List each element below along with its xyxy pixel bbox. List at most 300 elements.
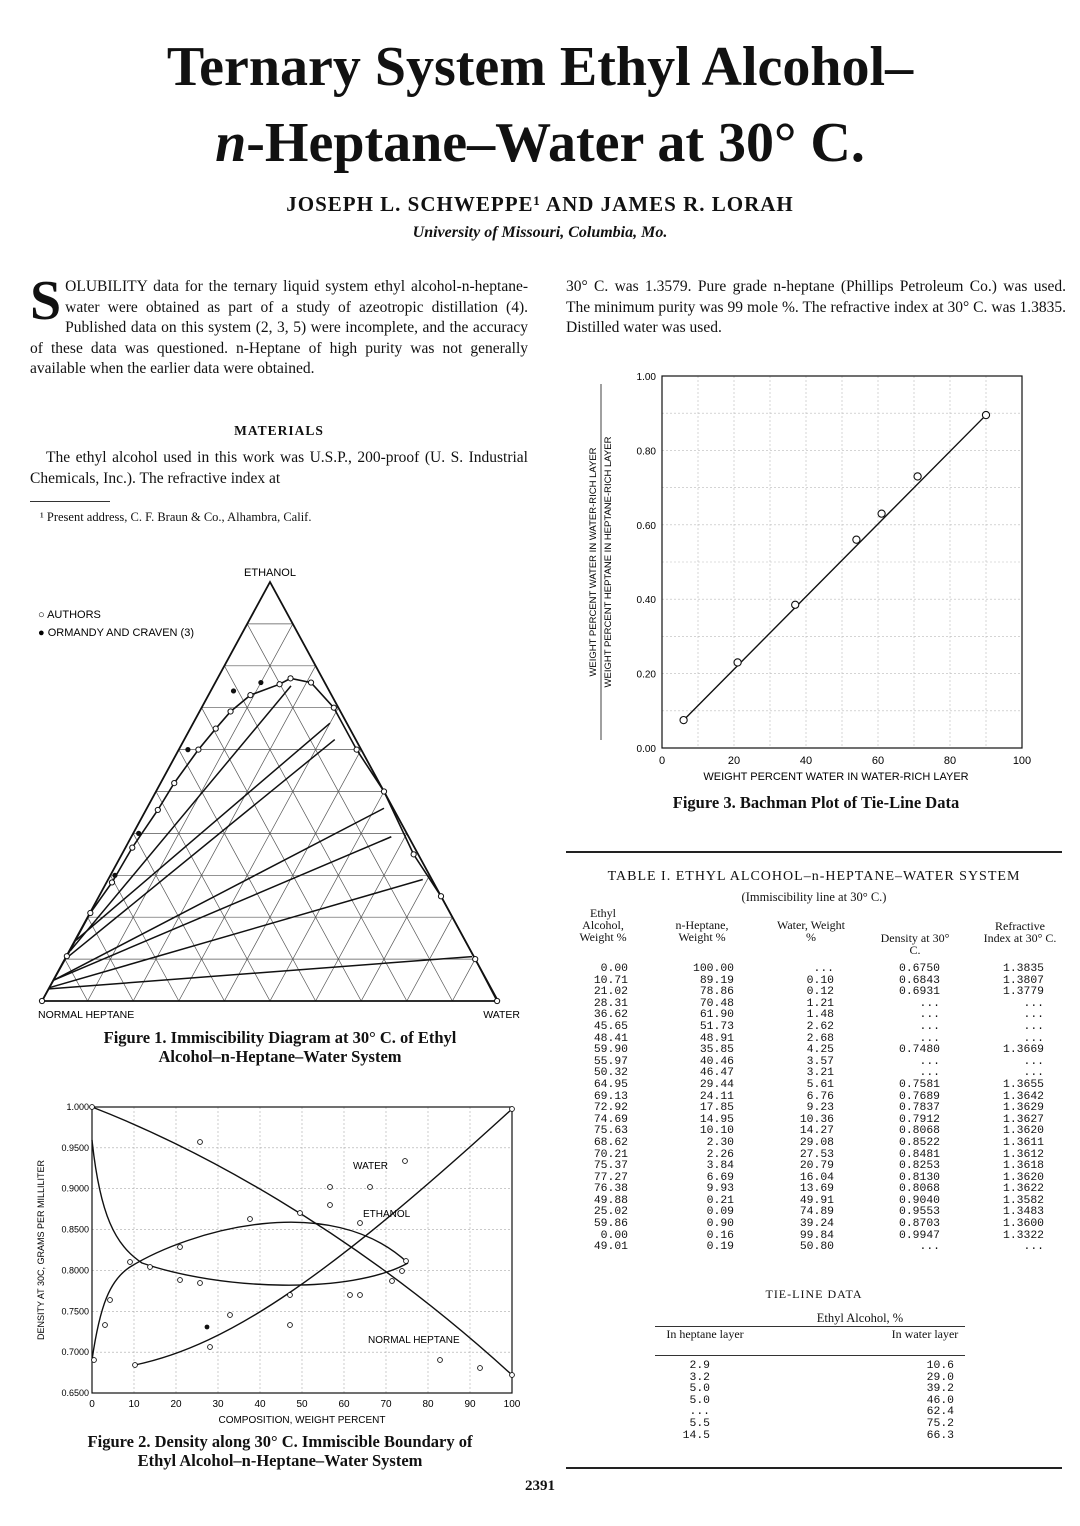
- authors-point: [196, 747, 201, 752]
- figure1-ternary-diagram: [30, 560, 530, 1025]
- table-cell: 49.91: [799, 1194, 834, 1207]
- table-cell: 1.3779: [1002, 986, 1044, 999]
- figure2-caption-line1: Figure 2. Density along 30° C. Immiscible Boundary of: [87, 1432, 473, 1451]
- ternary-grid: [65, 624, 475, 1001]
- authors-point: [411, 852, 416, 857]
- article-title-line1: Ternary System Ethyl Alcohol–: [166, 36, 914, 98]
- x-tick-label: 80: [943, 755, 957, 767]
- tie-cell: 3.2: [689, 1371, 710, 1384]
- table-cell: 0.7912: [898, 1113, 940, 1126]
- table-cell: 13.69: [799, 1183, 834, 1196]
- table-cell: ...: [919, 1055, 940, 1068]
- table-cell: 70.48: [699, 997, 734, 1010]
- table-cell: 0.6931: [898, 986, 940, 999]
- table-cell: 0.90: [706, 1218, 734, 1231]
- affiliation: University of Missouri, Columbia, Mo.: [412, 224, 668, 241]
- table-cell: 1.3627: [1002, 1113, 1044, 1126]
- table-cell: 0.8130: [898, 1171, 940, 1184]
- table-cell: 46.47: [699, 1067, 734, 1080]
- grid-line-heptane: [202, 708, 362, 1001]
- table-cell: 36.62: [593, 1009, 628, 1022]
- authors-point: [213, 726, 218, 731]
- bachman-point: [734, 659, 741, 666]
- y-tick-label: 0.7000: [61, 1347, 89, 1358]
- apex-ethanol-label: ETHANOL: [244, 567, 296, 579]
- table-cell: 6.69: [706, 1171, 734, 1184]
- table-cell: 9.23: [806, 1102, 834, 1115]
- density-point: [510, 1107, 515, 1112]
- table-cell: 0.10: [806, 974, 834, 987]
- intro-paragraph: [30, 270, 528, 380]
- table-cell: 0.12: [806, 986, 834, 999]
- density-point: [358, 1221, 363, 1226]
- x-tick-label: 40: [254, 1399, 266, 1410]
- density-point: [248, 1217, 253, 1222]
- tie-line: [65, 740, 334, 960]
- table-cell: 0.09: [706, 1206, 734, 1219]
- density-point: [390, 1279, 395, 1284]
- table-cell: ...: [1023, 997, 1044, 1010]
- table-cell: 0.9947: [898, 1229, 940, 1242]
- table-cell: 0.19: [706, 1241, 734, 1254]
- tie-cell: 5.5: [689, 1417, 710, 1430]
- figure3-bachman-plot: [566, 362, 1066, 787]
- grid-line-heptane: [247, 624, 452, 1001]
- table-cell: 1.3655: [1002, 1078, 1044, 1091]
- authors: JOSEPH L. SCHWEPPE¹ AND JAMES R. LORAH: [286, 192, 794, 216]
- density-point: [478, 1366, 483, 1371]
- table-cell: 1.3642: [1002, 1090, 1044, 1103]
- table-cell: 10.71: [593, 974, 628, 987]
- table-cell: 64.95: [593, 1078, 628, 1091]
- ormandy-point: [112, 873, 117, 878]
- authors-point: [354, 747, 359, 752]
- label-normal-heptane: NORMAL HEPTANE: [368, 1335, 460, 1346]
- x-tick-label: 60: [871, 755, 885, 767]
- x-tick-label: 20: [170, 1399, 182, 1410]
- table-cell: 0.7581: [898, 1078, 940, 1091]
- figure3-caption: Figure 3. Bachman Plot of Tie-Line Data: [672, 793, 960, 812]
- authors-point: [288, 676, 293, 681]
- legend-authors: ○ AUTHORS: [38, 609, 101, 621]
- table-cell: 27.53: [799, 1148, 834, 1161]
- apex-water-label: WATER: [483, 1009, 520, 1021]
- authors-point: [109, 880, 114, 885]
- table-cell: 0.8068: [898, 1183, 940, 1196]
- figure3-yticks: [637, 372, 657, 755]
- tie-cell: 39.2: [926, 1383, 954, 1396]
- authors-point: [308, 680, 313, 685]
- authors-point: [381, 789, 386, 794]
- ethanol-curve-upper: [92, 1222, 408, 1360]
- figure2-density-plot: [30, 1095, 530, 1430]
- tie-rule-bottom: [655, 1355, 965, 1356]
- table-cell: 0.7480: [898, 1044, 940, 1057]
- table-cell: 39.24: [799, 1218, 834, 1231]
- authors-point: [130, 845, 135, 850]
- table-cell: 78.86: [699, 986, 734, 999]
- table-cell: ...: [1023, 1055, 1044, 1068]
- x-tick-label: 40: [799, 755, 813, 767]
- header-density: Density at 30° C.: [880, 931, 950, 957]
- table-cell: 0.9553: [898, 1206, 940, 1219]
- table-cell: 75.37: [593, 1160, 628, 1173]
- table-cell: 0.6750: [898, 963, 940, 975]
- bachman-point: [878, 510, 885, 517]
- x-tick-label: 90: [464, 1399, 476, 1410]
- table-cell: 59.86: [593, 1218, 628, 1231]
- authors-point: [228, 709, 233, 714]
- density-point: [328, 1203, 333, 1208]
- tie-cell: 5.0: [689, 1394, 710, 1407]
- table-cell: 10.10: [699, 1125, 734, 1138]
- header-heptane: n-Heptane, Weight %: [675, 918, 729, 944]
- density-point: [198, 1281, 203, 1286]
- table-cell: ...: [1023, 1020, 1044, 1033]
- figure2-yticks: [61, 1102, 89, 1398]
- figure2-xticks: [89, 1399, 521, 1410]
- authors-point: [248, 693, 253, 698]
- table-cell: ...: [1023, 1009, 1044, 1022]
- table-cell: 76.38: [593, 1183, 628, 1196]
- tie-line-subheading: Ethyl Alcohol, %: [816, 1311, 904, 1325]
- table-cell: 1.3600: [1002, 1218, 1044, 1231]
- table-cell: 51.73: [699, 1020, 734, 1033]
- table-cell: 50.80: [799, 1241, 834, 1254]
- header-water: Water, Weight %: [776, 918, 845, 944]
- table-cell: ...: [919, 1241, 940, 1254]
- density-point: [438, 1358, 443, 1363]
- header-refractive-index: Refractive Index at 30° C.: [983, 919, 1057, 945]
- y-tick-label: 0.7500: [61, 1306, 89, 1317]
- table-cell: 1.3483: [1002, 1206, 1044, 1219]
- tie-line: [54, 837, 391, 980]
- figure2-ylabel: DENSITY AT 30C, GRAMS PER MILLILITER: [36, 1159, 46, 1341]
- table-cell: 10.36: [799, 1113, 834, 1126]
- table-cell: 61.90: [699, 1009, 734, 1022]
- density-point: [178, 1278, 183, 1283]
- table-cell: ...: [919, 1032, 940, 1045]
- authors-point: [39, 998, 44, 1003]
- table-cell: 55.97: [593, 1055, 628, 1068]
- table-cell: 1.3807: [1002, 974, 1044, 987]
- density-point: [148, 1265, 153, 1270]
- y-tick-label: 0.40: [636, 595, 656, 607]
- table-subcaption: (Immiscibility line at 30° C.): [741, 890, 887, 904]
- table-cell: 2.30: [706, 1136, 734, 1149]
- tie-cell: 46.0: [926, 1394, 954, 1407]
- density-point: [90, 1105, 95, 1110]
- table-cell: 0.9040: [898, 1194, 940, 1207]
- x-tick-label: 30: [212, 1399, 224, 1410]
- column-water: [784, 964, 834, 1254]
- materials-paragraph: The ethyl alcohol used in this work was U.S.P., 200-proof (U. S. Industrial Chemicals, Inc.). The refractive index at: [30, 449, 528, 487]
- tie-line: [70, 686, 291, 951]
- authors-point: [155, 807, 160, 812]
- table-cell: 0.7837: [898, 1102, 940, 1115]
- table-cell: 74.89: [799, 1206, 834, 1219]
- tie-column-water: [904, 1361, 954, 1442]
- tie-line-heading: TIE-LINE DATA: [765, 1287, 863, 1301]
- table-cell: 1.3835: [1002, 963, 1044, 975]
- bachman-point: [792, 601, 799, 608]
- table-cell: 69.13: [593, 1090, 628, 1103]
- apex-heptane-label: NORMAL HEPTANE: [38, 1009, 135, 1021]
- y-tick-label: 1.00: [636, 372, 656, 383]
- x-tick-label: 100: [503, 1399, 521, 1410]
- density-point: [128, 1260, 133, 1265]
- x-tick-label: 80: [422, 1399, 434, 1410]
- grid-line-water: [452, 959, 475, 1001]
- bachman-point: [680, 717, 687, 724]
- table-cell: 0.16: [706, 1229, 734, 1242]
- footnote-rule: [30, 501, 110, 502]
- table-cell: 1.3622: [1002, 1183, 1044, 1196]
- intro-text: OLUBILITY data for the ternary liquid system ethyl alcohol-n-heptane-water were obtained as part of a study of azeotropic distillation (4). Published data on this system (2, 3, 5) were incomplete, and the accuracy of these data was questioned. n-Heptane of high purity was not generally available when the earlier data were obtained.: [30, 278, 528, 377]
- figure2-caption-line2: Ethyl Alcohol–n-Heptane–Water System: [137, 1451, 423, 1470]
- authors-point: [331, 705, 336, 710]
- figure2-caption: [30, 1432, 530, 1470]
- authors-point: [473, 957, 478, 962]
- table-cell: 14.27: [799, 1125, 834, 1138]
- table-cell: 0.8481: [898, 1148, 940, 1161]
- table-cell: 1.48: [806, 1009, 834, 1022]
- tie-header-heptane-layer: In heptane layer: [666, 1327, 744, 1341]
- label-ethanol: ETHANOL: [363, 1209, 411, 1220]
- column-refractive-index: [984, 964, 1044, 1254]
- title-rest: -Heptane–Water at 30° C.: [246, 112, 865, 174]
- table-cell: 35.85: [699, 1044, 734, 1057]
- tie-cell: 62.4: [926, 1406, 954, 1419]
- tie-cell: 29.0: [926, 1371, 954, 1384]
- density-point: [92, 1358, 97, 1363]
- figure1-caption-line2: Alcohol–n-Heptane–Water System: [158, 1047, 402, 1066]
- table-cell: ...: [919, 1067, 940, 1080]
- density-point: [108, 1298, 113, 1303]
- table-cell: 25.02: [593, 1206, 628, 1219]
- column-ethyl-alcohol: [572, 964, 628, 1254]
- grid-line-water: [179, 708, 339, 1001]
- tie-line: [76, 723, 330, 940]
- table-cell: 48.41: [593, 1032, 628, 1045]
- binodal-curve: [42, 678, 497, 1001]
- table-cell: 1.3620: [1002, 1125, 1044, 1138]
- table-cell: 100.00: [692, 963, 734, 975]
- tie-header-water-layer: In water layer: [891, 1327, 959, 1341]
- y-tick-label: 0.8000: [61, 1265, 89, 1276]
- table-cell: 5.61: [806, 1078, 834, 1091]
- tie-cell: 66.3: [926, 1429, 954, 1442]
- figure3-fit-line: [684, 415, 986, 720]
- table-cell: 1.21: [806, 997, 834, 1010]
- table-cell: 1.3582: [1002, 1194, 1044, 1207]
- page-number: 2391: [525, 1478, 555, 1494]
- density-point: [368, 1185, 373, 1190]
- authors-point: [88, 910, 93, 915]
- y-tick-label: 0.9000: [61, 1183, 89, 1194]
- authors-point: [438, 894, 443, 899]
- density-point: [288, 1323, 293, 1328]
- table-cell: 0.8253: [898, 1160, 940, 1173]
- figure3-ylabel-top: WEIGHT PERCENT WATER IN WATER-RICH LAYER: [588, 447, 599, 677]
- table-cell: 0.6843: [898, 974, 940, 987]
- table-cell: 0.8068: [898, 1125, 940, 1138]
- ormandy-point: [231, 688, 236, 693]
- table-cell: 2.68: [806, 1032, 834, 1045]
- table-cell: 0.00: [600, 1229, 628, 1242]
- x-tick-label: 10: [128, 1399, 140, 1410]
- density-point: [208, 1345, 213, 1350]
- table-cell: ...: [919, 1020, 940, 1033]
- table-cell: 99.84: [799, 1229, 834, 1242]
- tie-cell: ...: [689, 1406, 710, 1419]
- density-point: [298, 1211, 303, 1216]
- density-point: [133, 1363, 138, 1368]
- table-caption: TABLE I. ETHYL ALCOHOL–n-HEPTANE–WATER SYSTEM: [607, 869, 1021, 884]
- table-cell: 49.88: [593, 1194, 628, 1207]
- table-cell: 29.44: [699, 1078, 734, 1091]
- table-cell: 0.21: [706, 1194, 734, 1207]
- density-point: [328, 1185, 333, 1190]
- footnote: ¹ Present address, C. F. Braun & Co., Alhambra, Calif.: [40, 510, 312, 524]
- table-bottom-rule: [566, 1467, 1062, 1469]
- table-cell: 49.01: [593, 1241, 628, 1254]
- density-point: [103, 1323, 108, 1328]
- table-cell: 70.21: [593, 1148, 628, 1161]
- column-density: [878, 964, 940, 1254]
- x-tick-label: 60: [338, 1399, 350, 1410]
- table-cell: 6.76: [806, 1090, 834, 1103]
- y-tick-label: 0.6500: [61, 1388, 89, 1398]
- y-tick-label: 0.20: [636, 669, 656, 681]
- table-cell: ...: [919, 1009, 940, 1022]
- density-point: [348, 1293, 353, 1298]
- tie-cell: 2.9: [689, 1360, 710, 1372]
- table-cell: ...: [813, 963, 834, 975]
- density-point: [404, 1259, 409, 1264]
- table-cell: 1.3669: [1002, 1044, 1044, 1057]
- table-cell: 74.69: [593, 1113, 628, 1126]
- table-cell: 1.3629: [1002, 1102, 1044, 1115]
- x-tick-label: 100: [1012, 755, 1032, 767]
- density-point: [510, 1373, 515, 1378]
- density-point: [358, 1293, 363, 1298]
- table-cell: 0.8703: [898, 1218, 940, 1231]
- density-point: [400, 1269, 405, 1274]
- title-italic-n: n: [215, 112, 247, 174]
- tie-cell: 10.6: [926, 1360, 954, 1372]
- table-cell: 20.79: [799, 1160, 834, 1173]
- table-cell: 1.3611: [1002, 1136, 1044, 1149]
- y-tick-label: 0.9500: [61, 1142, 89, 1153]
- table-cell: 77.27: [593, 1171, 628, 1184]
- table-cell: 1.3612: [1002, 1148, 1044, 1161]
- authors-point: [277, 682, 282, 687]
- figure1-caption: [30, 1028, 530, 1066]
- table-cell: 29.08: [799, 1136, 834, 1149]
- figure2-xlabel: COMPOSITION, WEIGHT PERCENT: [218, 1415, 386, 1426]
- table-cell: 14.95: [699, 1113, 734, 1126]
- table-cell: ...: [919, 997, 940, 1010]
- table-cell: 1.3618: [1002, 1160, 1044, 1173]
- table-cell: ...: [1023, 1032, 1044, 1045]
- table-cell: 4.25: [806, 1044, 834, 1057]
- table-cell: 72.92: [593, 1102, 628, 1115]
- figure2-grid: [92, 1107, 512, 1393]
- ormandy-density-point: [205, 1325, 210, 1330]
- header-ethyl-alcohol: Ethyl Alcohol, Weight %: [579, 906, 627, 944]
- table-cell: 17.85: [699, 1102, 734, 1115]
- ormandy-point: [136, 831, 141, 836]
- tie-cell: 75.2: [926, 1417, 954, 1430]
- authors-point: [64, 954, 69, 959]
- y-tick-label: 0.80: [636, 446, 656, 458]
- table-cell: 3.57: [806, 1055, 834, 1068]
- x-tick-label: 0: [658, 755, 666, 767]
- table-cell: 75.63: [593, 1125, 628, 1138]
- right-column-paragraph: 30° C. was 1.3579. Pure grade n-heptane (Phillips Petroleum Co.) was used. The minimum purity was 99 mole %. The refractive index at 30° C. was 1.3835. Distilled water was used.: [566, 278, 1066, 336]
- bachman-point: [914, 473, 921, 480]
- ormandy-point: [185, 747, 190, 752]
- table-cell: 16.04: [799, 1171, 834, 1184]
- y-tick-label: 1.000: [66, 1102, 89, 1112]
- data-points: [39, 676, 499, 1004]
- tie-cell: 14.5: [682, 1429, 710, 1442]
- table-cell: 40.46: [699, 1055, 734, 1068]
- table-cell: 3.21: [806, 1067, 834, 1080]
- bachman-point: [982, 411, 989, 418]
- table-cell: 3.84: [706, 1160, 734, 1173]
- table-cell: 45.65: [593, 1020, 628, 1033]
- table-cell: 0.7689: [898, 1090, 940, 1103]
- density-point: [178, 1245, 183, 1250]
- table-cell: 59.90: [593, 1044, 628, 1057]
- density-point: [288, 1293, 293, 1298]
- table-cell: ...: [1023, 1067, 1044, 1080]
- y-tick-label: 0.8500: [61, 1224, 89, 1235]
- table-top-rule: [566, 851, 1062, 853]
- figure1-caption-line1: Figure 1. Immiscibility Diagram at 30° C. of Ethyl: [103, 1028, 457, 1047]
- density-point: [198, 1140, 203, 1145]
- authors-point: [172, 781, 177, 786]
- table-cell: 68.62: [593, 1136, 628, 1149]
- authors-point: [494, 998, 499, 1003]
- x-tick-label: 70: [380, 1399, 392, 1410]
- article-title-line2: [0, 112, 1080, 174]
- x-tick-label: 50: [296, 1399, 308, 1410]
- figure2-frame: [92, 1107, 512, 1393]
- table-cell: 0.00: [600, 963, 628, 975]
- table-cell: 24.11: [699, 1090, 734, 1103]
- table-cell: 48.91: [699, 1032, 734, 1045]
- x-tick-label: 0: [89, 1399, 95, 1410]
- figure3-xticks: [659, 755, 1031, 767]
- x-tick-label: 20: [727, 755, 741, 767]
- table-cell: 9.93: [706, 1183, 734, 1196]
- label-water: WATER: [353, 1161, 388, 1172]
- column-heptane: [672, 964, 734, 1254]
- table-cell: 89.19: [699, 974, 734, 987]
- tie-cell: 5.0: [689, 1383, 710, 1396]
- table-cell: 28.31: [593, 997, 628, 1010]
- table-cell: ...: [1023, 1241, 1044, 1254]
- drop-cap: S: [30, 270, 62, 332]
- table-cell: 1.3620: [1002, 1171, 1044, 1184]
- table-cell: 21.02: [593, 986, 628, 999]
- figure3-grid: [662, 376, 1022, 748]
- materials-heading: MATERIALS: [234, 423, 324, 438]
- table-cell: 2.26: [706, 1148, 734, 1161]
